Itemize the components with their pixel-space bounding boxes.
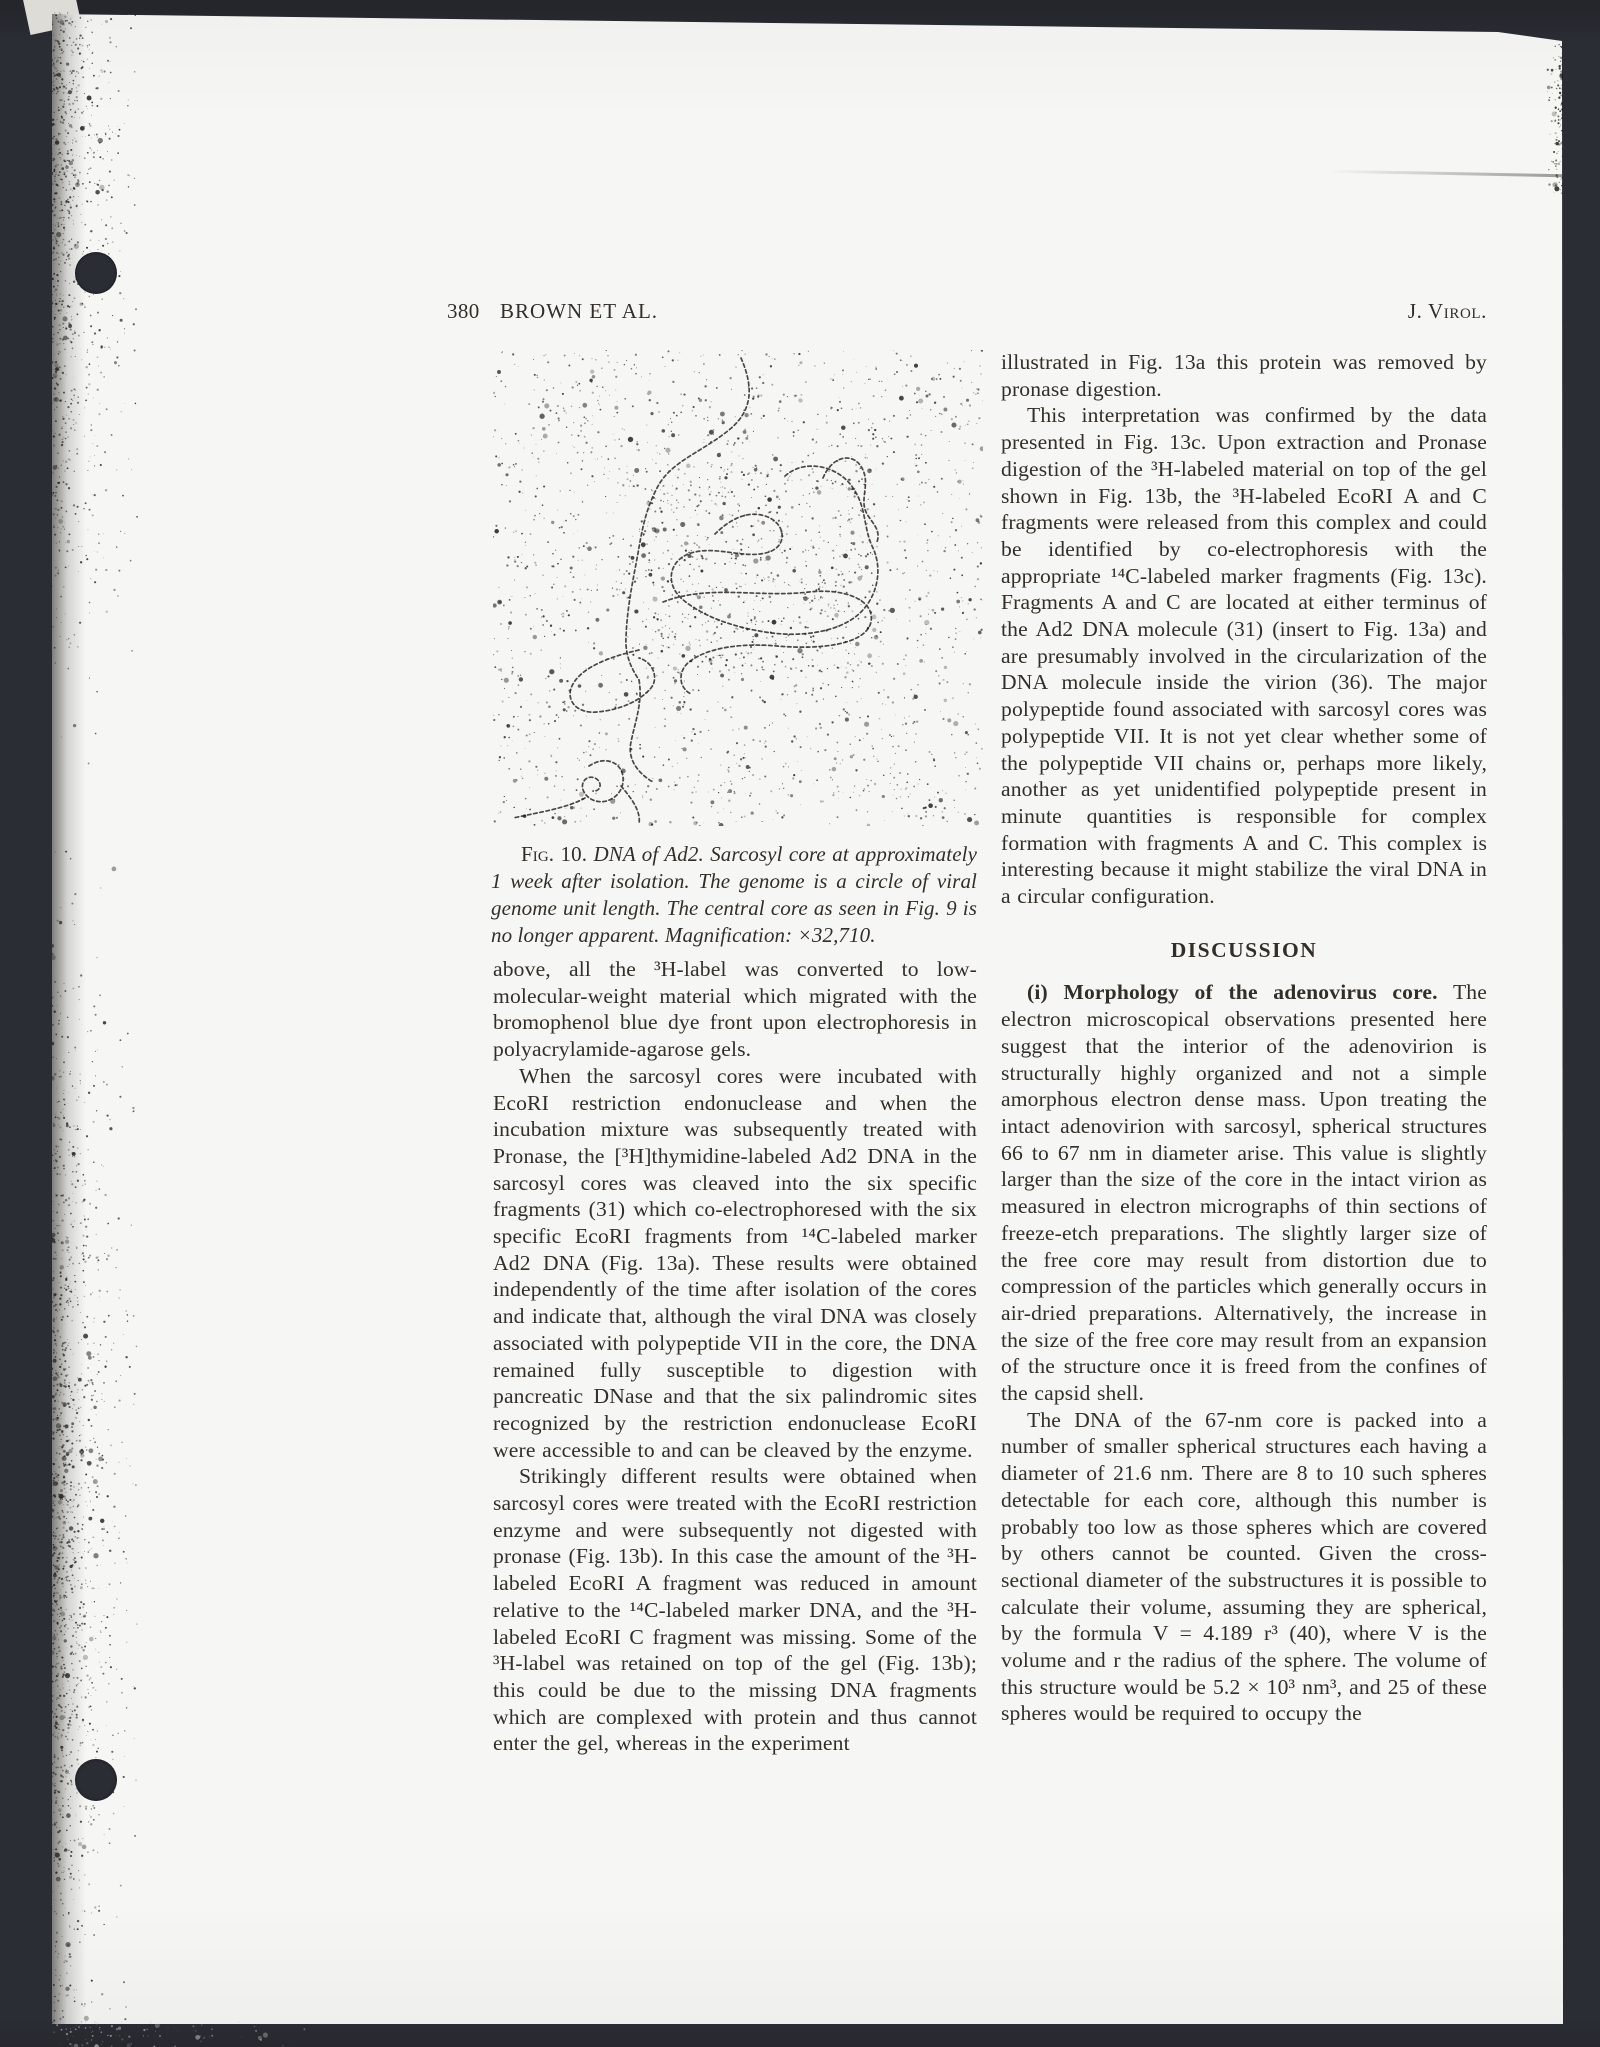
photocopy-edge-noise-right [1543, 44, 1563, 194]
left-column [493, 956, 977, 1757]
body-paragraph: This interpretation was confirmed by the data presented in Fig. 13c. Upon extraction and Pronase digestion of the ³H-labeled material on top of the gel shown in Fig. 13b, the ³H-labeled EcoRI A and C fragments were released from this complex and could be identified by co-electrophoresis with the appropriate ¹⁴C-labeled marker fragments (Fig. 13c). Fragments A and C are located at either terminus of the Ad2 DNA molecule (31) (insert to Fig. 13a) and are presumably involved in the circularization of the DNA molecule inside the virion (36). The major polypeptide found associated with sarcosyl cores was polypeptide VII. It is not yet clear whether some of the polypeptide VII chains or, perhaps more likely, another as yet unidentified polypeptide present in minute quantities is responsible for complex formation with fragments A and C. This complex is interesting because it might stabilize the viral DNA in a circular configuration. [1001, 403, 1487, 909]
punch-hole-top [75, 252, 117, 294]
body-paragraph: Strikingly different results were obtained when sarcosyl cores were treated with the EcoRI restriction enzyme and were subsequently not digested with pronase (Fig. 13b). In this case the amount of the ³H-labeled EcoRI A fragment was reduced in amount relative to the ¹⁴C-labeled marker DNA, and the ³H-labeled EcoRI C fragment was missing. Some of the ³H-label was retained on top of the gel (Fig. 13b); this could be due to the missing DNA fragments which are complexed with protein and thus cannot enter the gel, whereas in the experiment [493, 1464, 977, 1756]
punch-hole-bottom [75, 1759, 117, 1801]
paragraph-lead: (i) Morphology of the adenovirus core. [1027, 980, 1438, 1005]
page-number: 380 [447, 299, 480, 323]
running-head-authors: BROWN ET AL. [500, 299, 659, 323]
caption-text: DNA of Ad2. Sarcosyl core at approximately 1 week after isolation. The genome is a circle of viral genome unit length. The central core as seen in Fig. 9 is no longer apparent. Magnification: ×32,710. [491, 842, 977, 947]
body-paragraph: illustrated in Fig. 13a this protein was removed by pronase digestion. [1001, 350, 1487, 401]
paragraph-text: The electron microscopical observations presented here suggest that the interior of the adenovirion is structurally highly organized and not a simple amorphous electron dense mass. Upon treating the intact adenovirion with sarcosyl, spherical structures 66 to 67 nm in diameter arise. This value is slightly larger than the size of the core in the intact virion as measured in electron micrographs of thin sections of freeze-etch preparations. The slightly larger size of the free core may result from distortion due to compression of the particles which generally occurs in air-dried preparations. Alternatively, the increase in the size of the free core may result from an expansion of the structure once it is freed from the confines of the capsid shell. [1001, 980, 1487, 1406]
caption-label: Fig. 10. [521, 842, 588, 866]
running-head-journal: J. Virol. [1407, 299, 1487, 323]
right-column [1001, 349, 1487, 1727]
body-paragraph: When the sarcosyl cores were incubated with EcoRI restriction endonuclease and when the incubation mixture was subsequently treated with Pronase, the [³H]thymidine-labeled Ad2 DNA in the sarcosyl cores was cleaved into the six specific fragments (31) which co-electrophoresed with the six specific EcoRI fragments from ¹⁴C-labeled marker Ad2 DNA (Fig. 13a). These results were obtained independently of the time after isolation of the cores and indicate that, although the viral DNA was closely associated with polypeptide VII in the core, the DNA remained fully susceptible to digestion with pancreatic DNase and that the six palindromic sites recognized by the restriction endonuclease EcoRI were accessible to and can be cleaved by the enzyme. [493, 1063, 977, 1462]
photocopy-edge-noise-left [52, 12, 138, 2024]
figure-caption [491, 841, 977, 949]
electron-micrograph [493, 350, 983, 826]
body-paragraph: The DNA of the 67-nm core is packed into a number of smaller spherical structures each having a diameter of 21.6 nm. There are 8 to 10 such spheres detectable for each core, although this number is probably too low as those spheres which are covered by others cannot be counted. Given the cross-sectional diameter of the substructures it is possible to calculate their volume, assuming they are spherical, by the formula V = 4.189 r³ (40), where V is the volume and r the radius of the sphere. The volume of this structure would be 5.2 × 10³ nm³, and 25 of these spheres would be required to occupy the [1001, 1407, 1487, 1726]
discussion-heading: DISCUSSION [1170, 937, 1318, 962]
body-paragraph [1001, 979, 1487, 1406]
body-paragraph: above, all the ³H-label was converted to low-molecular-weight material which migrated with the bromophenol blue dye front upon electrophoresis in polyacrylamide-agarose gels. [493, 957, 977, 1062]
photocopy-edge-noise-bottom [52, 2021, 314, 2047]
